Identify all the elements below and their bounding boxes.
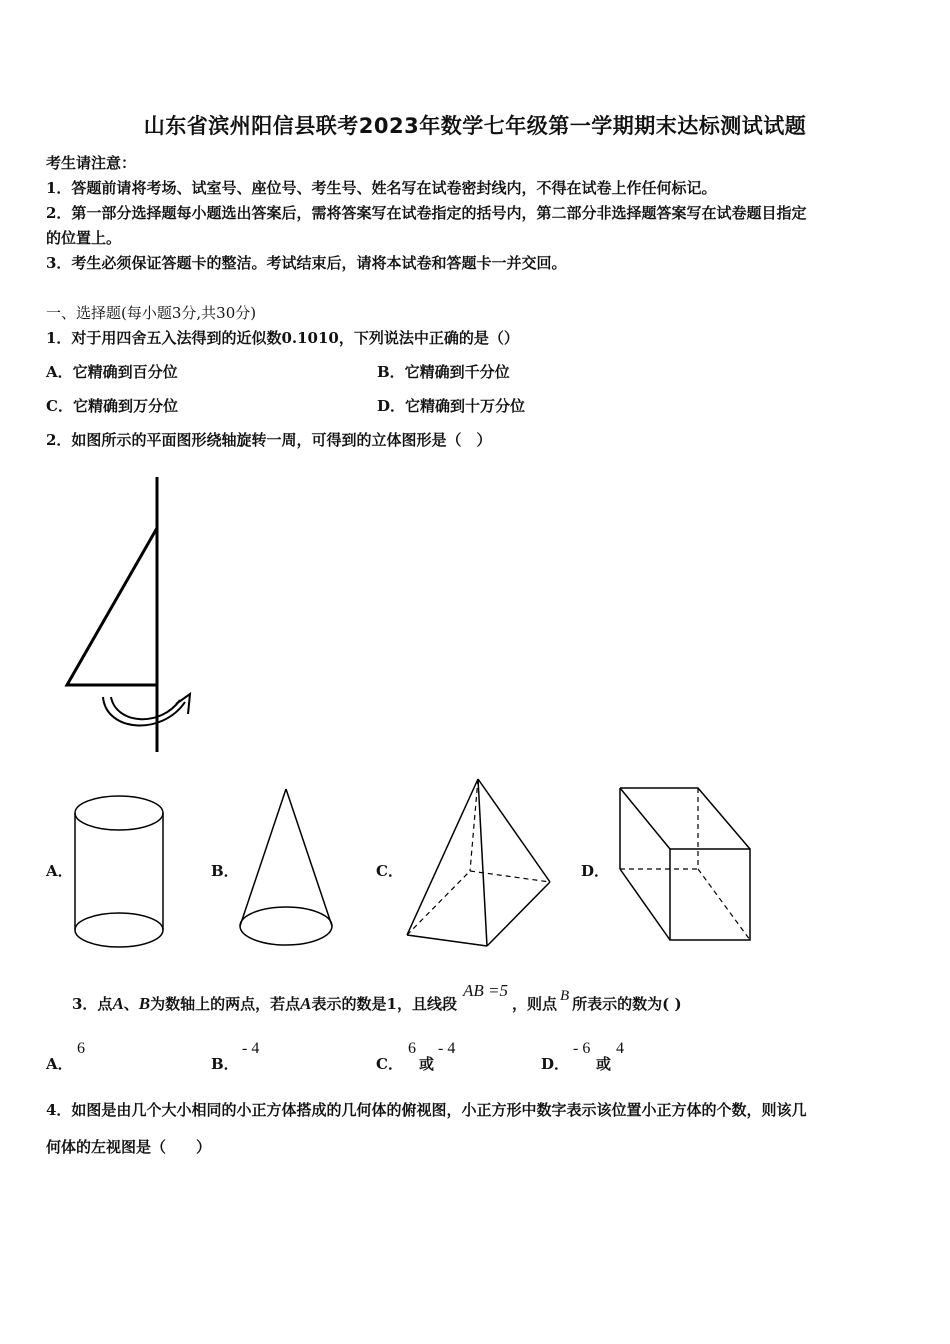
q3-option-d-value-2: 4 (616, 1040, 624, 1057)
notice-item-3: 3．考生必须保证答题卡的整洁。考试结束后，请将本试卷和答题卡一并交回。 (46, 254, 567, 272)
q3-option-c-value-1: 6 (408, 1040, 416, 1057)
q2-stem: 2．如图所示的平面图形绕轴旋转一周，可得到的立体图形是（ ） (46, 431, 492, 449)
notice-item-2-line-2: 的位置上。 (46, 229, 122, 247)
q3-option-d-value-1: - 6 (573, 1040, 591, 1057)
equation-ab-5: AB =5 (462, 981, 508, 1000)
q2-option-d-label: D． (581, 862, 610, 880)
notice-item-2-line-1: 2．第一部分选择题每小题选出答案后，需将答案写在试卷指定的括号内，第二部分非选择题答案写在试卷题目指定 (46, 204, 807, 222)
point-a: A (112, 994, 124, 1013)
q1-option-c: C．它精确到万分位 (46, 397, 178, 415)
page-title: 山东省滨州阳信县联考2023年数学七年级第一学期期末达标测试试题 (143, 114, 807, 138)
q1-option-d: D．它精确到十万分位 (377, 397, 526, 415)
q3-option-a-label: A． (46, 1055, 73, 1073)
notice-item-1: 1．答题前请将考场、试室号、座位号、考生号、姓名写在试卷密封线内，不得在试卷上作任何标记。 (46, 179, 717, 197)
q3-option-b-label: B． (211, 1055, 239, 1073)
q4-stem-line-1: 4．如图是由几个大小相同的小正方体搭成的几何体的俯视图，小正方形中数字表示该位置小正方体的个数，则该几 (46, 1101, 807, 1119)
q3-text: 表示的数是1，且线段 (311, 995, 457, 1013)
q3-option-c-or: 或 (419, 1055, 435, 1073)
q3-option-a-value: 6 (77, 1040, 85, 1057)
q3-stem (72, 981, 682, 1014)
point-b: B (559, 988, 570, 1004)
q3-text: 、 (123, 995, 139, 1013)
q1-stem: 1．对于用四舍五入法得到的近似数0.1010，下列说法中正确的是（） (46, 329, 519, 347)
q1-option-b: B．它精确到千分位 (377, 363, 510, 381)
q3-option-b-value: - 4 (242, 1040, 260, 1057)
q3-option-d-label: D． (541, 1055, 570, 1073)
q3-option-c-value-2: - 4 (438, 1040, 456, 1057)
q3-text: 所表示的数为( ) (572, 995, 682, 1013)
q3-text: 为数轴上的两点，若点 (150, 995, 301, 1013)
q2-option-b-label: B． (211, 862, 239, 880)
q2-option-c-label: C． (376, 862, 403, 880)
q2-option-a-label: A． (46, 862, 73, 880)
point-b: B (138, 994, 151, 1013)
section-heading: 一、选择题(每小题3分,共30分) (46, 304, 257, 322)
q3-text: 3．点 (72, 995, 113, 1013)
notice-heading: 考生请注意： (46, 154, 137, 172)
point-a: A (300, 994, 312, 1013)
q4-stem-line-2: 何体的左视图是（ ） (46, 1138, 212, 1156)
q1-option-a: A．它精确到百分位 (46, 363, 178, 381)
q3-text: ，则点 (511, 995, 557, 1013)
q3-option-d-or: 或 (596, 1055, 612, 1073)
q3-option-c-label: C． (376, 1055, 403, 1073)
